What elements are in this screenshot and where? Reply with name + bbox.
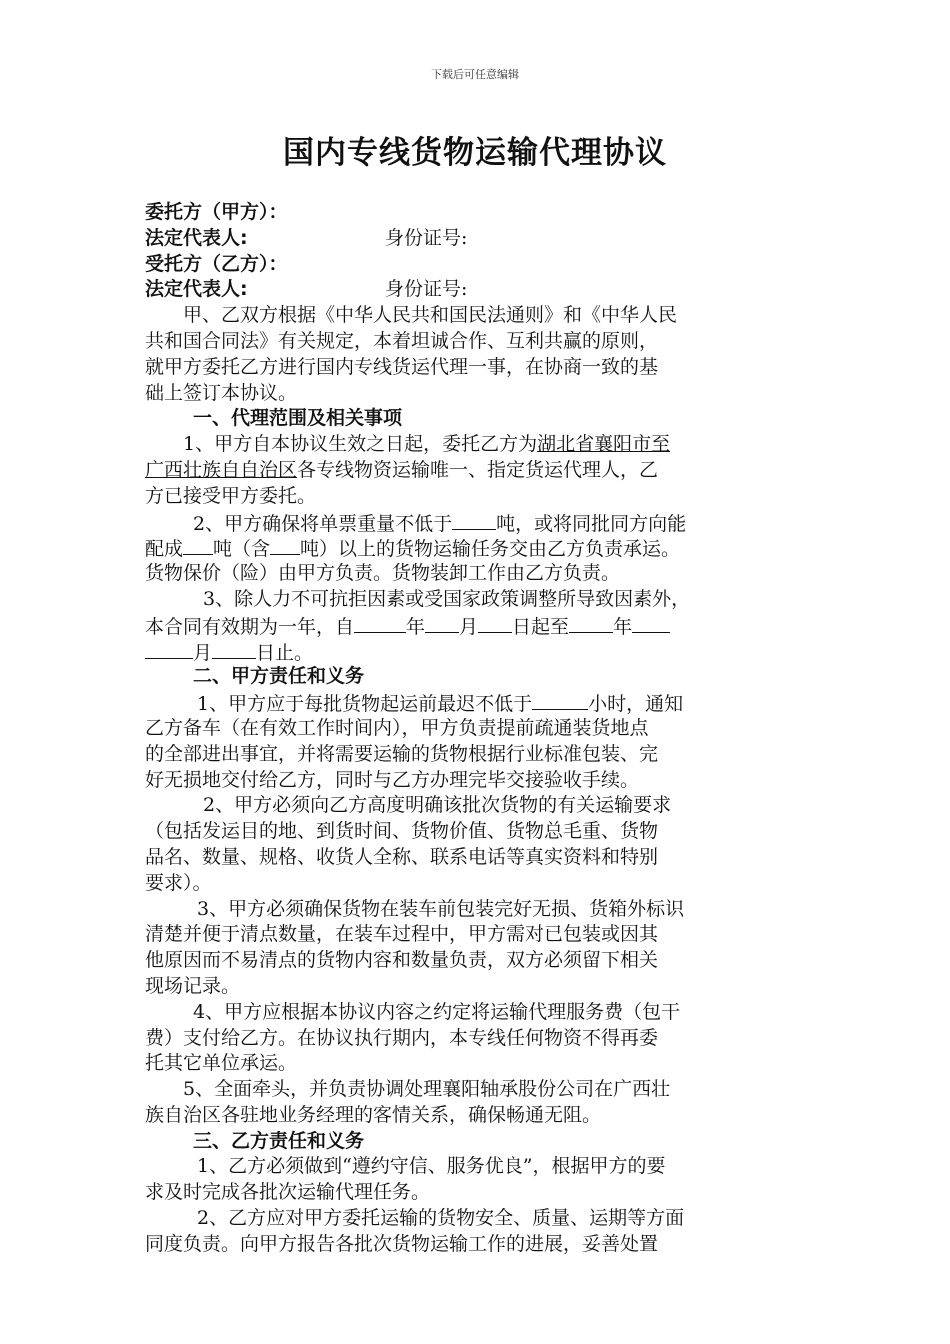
clause-text: 本合同有效期为一年，自 xyxy=(145,615,355,638)
clause-line: 4、甲方应根据本协议内容之约定将运输代理服务费（包干 xyxy=(193,1000,681,1023)
clause-line: 好无损地交付给乙方，同时与乙方办理完毕交接验收手续。 xyxy=(145,768,640,791)
clause-line xyxy=(145,690,810,716)
route-text: 湖北省襄阳市至 xyxy=(537,433,671,456)
clause-text: 吨，或将同批同方向能 xyxy=(496,512,687,535)
intro-line: 就甲方委托乙方进行国内专线货运代理一事，在协商一致的基 xyxy=(145,355,659,378)
fill-blank[interactable] xyxy=(145,639,193,659)
agent-rep-label: 法定代表人: xyxy=(145,278,248,301)
clause-line: 的全部进出事宜，并将需要运输的货物根据行业标准包装、完 xyxy=(145,742,659,765)
fill-blank[interactable] xyxy=(569,613,613,633)
intro-line: 础上签订本协议。 xyxy=(145,381,298,404)
clause-line: 2、乙方应对甲方委托运输的货物安全、质量、运期等方面 xyxy=(197,1207,685,1230)
clause-line: 5、全面牵头，并负责协调处理襄阳轴承股份公司在广西壮 xyxy=(183,1078,671,1101)
clause-text: 配成 xyxy=(145,538,184,561)
clause-line xyxy=(145,458,810,484)
clause-line: 品名、数量、规格、收货人全称、联系电话等真实资料和特别 xyxy=(145,845,659,868)
clause-line: 清楚并便于清点数量，在装车过程中，甲方需对已包装或因其 xyxy=(145,923,659,946)
clause-line: 2、甲方必须向乙方高度明确该批次货物的有关运输要求 xyxy=(203,794,672,817)
clause-line: 现场记录。 xyxy=(145,974,241,997)
clause-line: 要求）。 xyxy=(145,871,212,894)
clause-line xyxy=(145,535,810,561)
clause-line: （包括发运目的地、到货时间、货物价值、货物总毛重、货物 xyxy=(145,820,659,843)
fill-blank[interactable] xyxy=(532,690,588,710)
clause-text: 年 xyxy=(406,615,426,638)
clause-text: 月 xyxy=(459,615,479,638)
header-note: 下载后可任意编辑 xyxy=(431,68,519,81)
intro-line: 甲、乙双方根据《中华人民共和国民法通则》和《中华人民 xyxy=(183,304,678,327)
fill-blank[interactable] xyxy=(425,613,459,633)
agent-label: 受托方（乙方）： xyxy=(145,252,288,275)
section-heading: 一、代理范围及相关事项 xyxy=(193,407,403,430)
fill-blank[interactable] xyxy=(632,613,670,633)
fill-blank[interactable] xyxy=(478,613,512,633)
clause-text: 吨（含 xyxy=(213,538,271,561)
clause-line: 货物保价（险）由甲方负责。货物装卸工作由乙方负责。 xyxy=(145,562,621,585)
clause-line xyxy=(145,613,810,639)
clause-line: 族自治区各驻地业务经理的客情关系，确保畅通无阻。 xyxy=(145,1103,602,1126)
clause-text: 吨）以上的货物运输任务交由乙方负责承运。 xyxy=(300,538,681,561)
fill-blank[interactable] xyxy=(212,639,256,659)
clause-line xyxy=(145,639,810,665)
clause-text: 1、甲方自本协议生效之日起，委托乙方为 xyxy=(183,433,538,456)
client-rep-label: 法定代表人: xyxy=(145,226,248,249)
clause-line: 同度负责。向甲方报告各批次货物运输工作的进展，妥善处置 xyxy=(145,1232,659,1255)
clause-line: 托其它单位承运。 xyxy=(145,1052,298,1075)
clause-text: 2、甲方确保将单票重量不低于 xyxy=(193,512,453,535)
clause-line: 求及时完成各批次运输代理任务。 xyxy=(145,1181,431,1204)
clause-line: 乙方备车（在有效工作时间内），甲方负责提前疏通装货地点 xyxy=(145,716,649,739)
clause-line: 方已接受甲方委托。 xyxy=(145,484,317,507)
client-label: 委托方（甲方）： xyxy=(145,201,288,223)
route-text: 广西壮族自自治区 xyxy=(145,458,298,481)
clause-text: 日起至 xyxy=(512,615,570,638)
clause-line: 3、甲方必须确保货物在装车前包装完好无损、货箱外标识 xyxy=(197,897,685,920)
clause-text: 日止。 xyxy=(256,641,314,664)
intro-line: 共和国合同法》有关规定，本着坦诚合作、互利共赢的原则， xyxy=(145,329,659,352)
agent-id-label: 身份证号: xyxy=(385,278,468,301)
document-title: 国内专线货物运输代理协议 xyxy=(283,135,667,171)
clause-line xyxy=(145,510,810,536)
client-rep-row xyxy=(145,226,810,252)
clause-text: 各专线物资运输唯一、指定货运代理人，乙 xyxy=(297,458,659,481)
clause-line: 3、除人力不可抗拒因素或受国家政策调整所导致因素外， xyxy=(203,587,691,610)
clause-line: 1、乙方必须做到“遵约守信、服务优良”，根据甲方的要 xyxy=(197,1155,666,1178)
clause-line: 费）支付给乙方。在协议执行期内，本专线任何物资不得再委 xyxy=(145,1026,659,1049)
fill-blank[interactable] xyxy=(183,535,213,555)
section-heading: 二、甲方责任和义务 xyxy=(193,665,365,688)
clause-text: 年 xyxy=(613,615,633,638)
clause-text: 小时，通知 xyxy=(588,693,684,716)
clause-text: 1、甲方应于每批货物起运前最迟不低于 xyxy=(197,693,533,716)
clause-line xyxy=(145,432,810,458)
fill-blank[interactable] xyxy=(452,510,496,530)
fill-blank[interactable] xyxy=(270,535,300,555)
client-id-label: 身份证号: xyxy=(385,226,468,249)
clause-line: 他原因而不易清点的货物内容和数量负责，双方必须留下相关 xyxy=(145,949,659,972)
document-body xyxy=(145,200,810,1258)
agent-rep-row xyxy=(145,277,810,303)
clause-text: 月 xyxy=(193,641,213,664)
section-heading: 三、乙方责任和义务 xyxy=(193,1129,365,1152)
fill-blank[interactable] xyxy=(354,613,406,633)
